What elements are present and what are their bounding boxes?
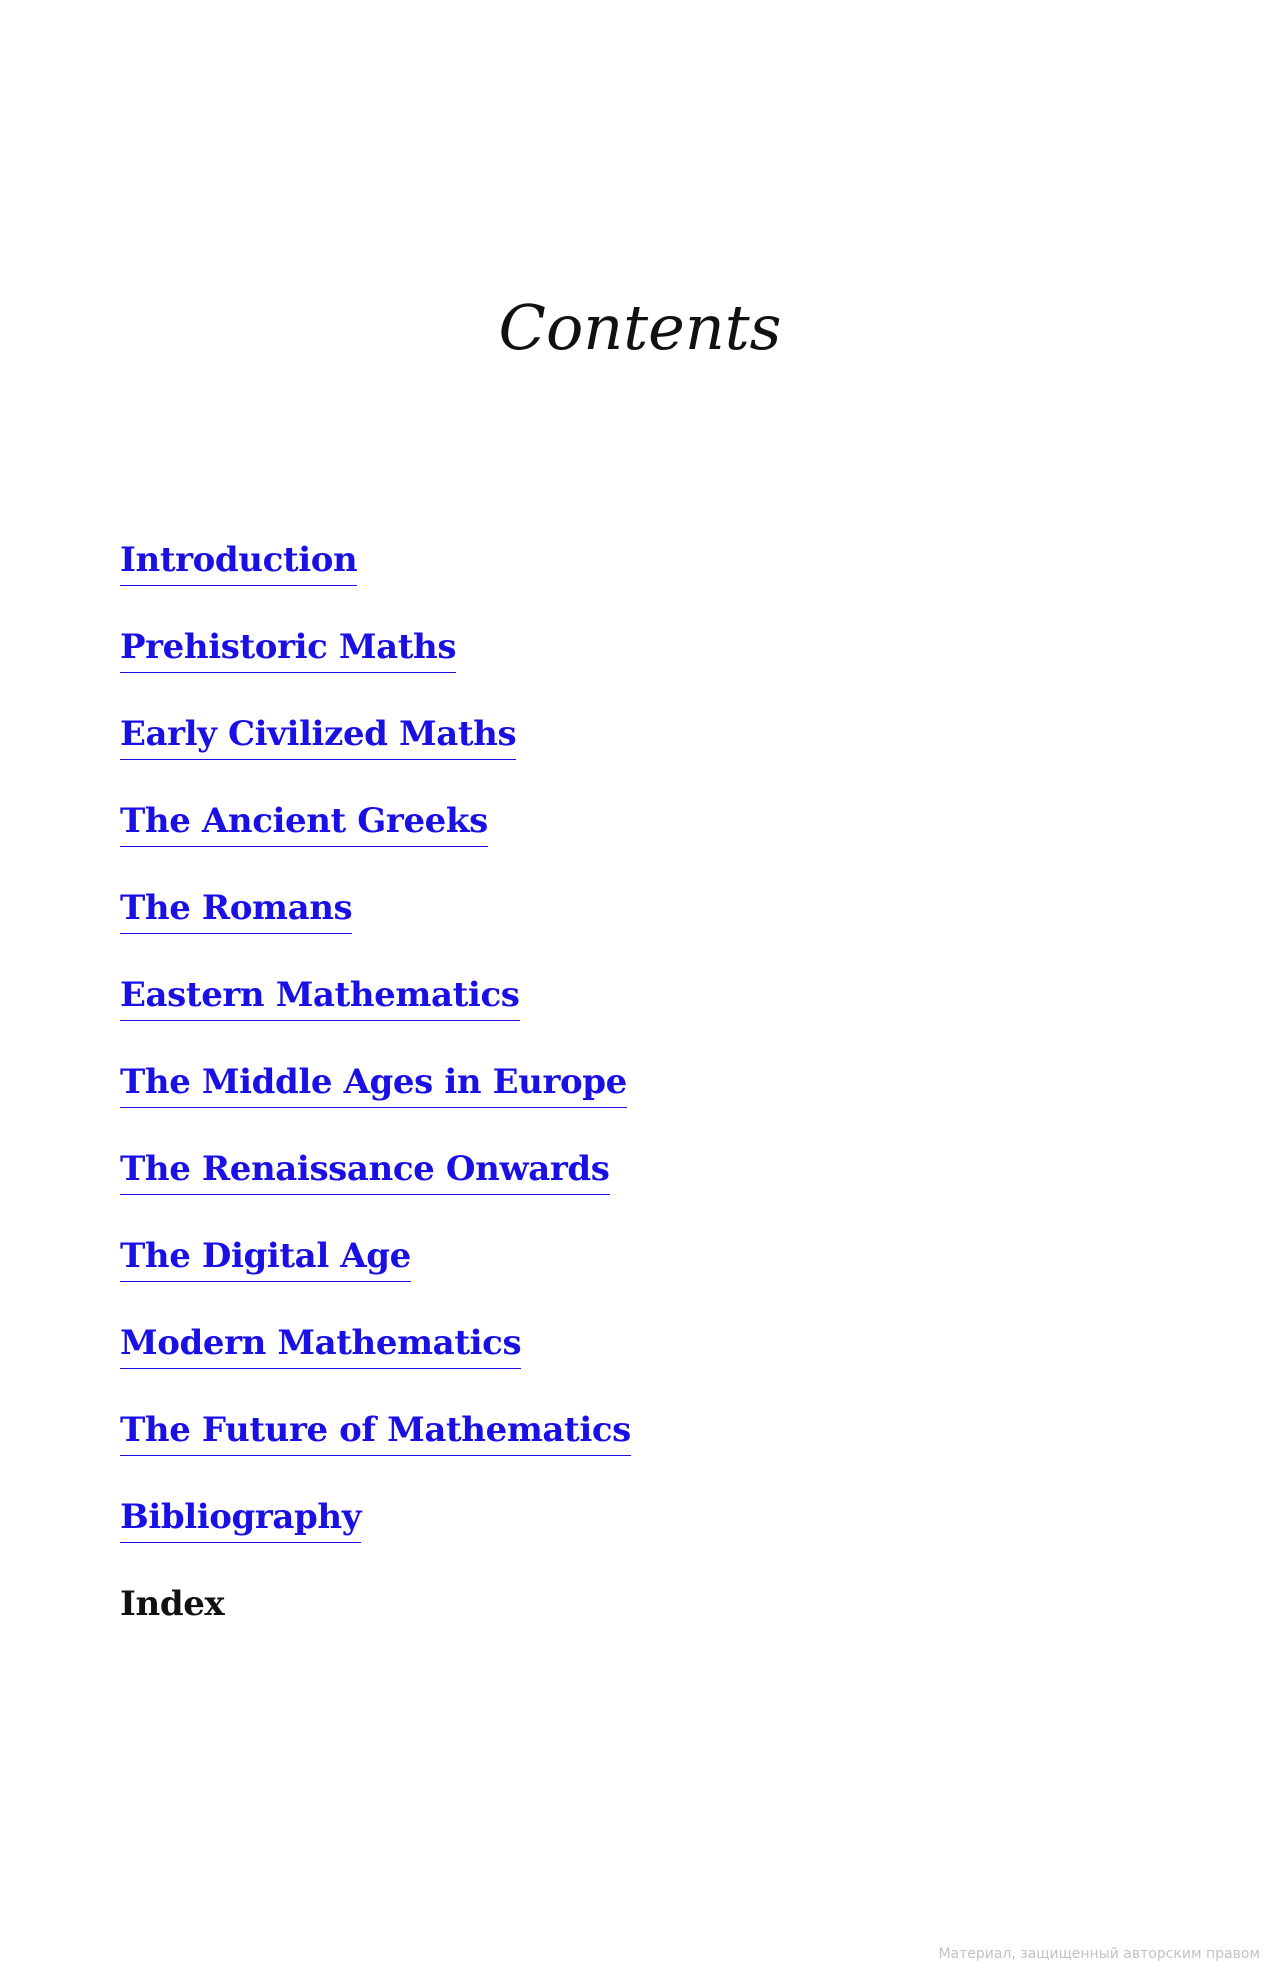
toc-link-the-digital-age[interactable]: The Digital Age: [120, 1232, 411, 1282]
toc-link-the-ancient-greeks[interactable]: The Ancient Greeks: [120, 797, 488, 847]
toc-item-early-civilized-maths: [120, 710, 631, 797]
toc-link-the-renaissance-onwards[interactable]: The Renaissance Onwards: [120, 1145, 610, 1195]
toc-link-modern-mathematics[interactable]: Modern Mathematics: [120, 1319, 521, 1369]
toc-item-introduction: [120, 536, 631, 623]
toc-link-introduction[interactable]: Introduction: [120, 536, 357, 586]
copyright-watermark: Материал, защищенный авторским правом: [938, 1946, 1260, 1962]
toc-link-bibliography[interactable]: Bibliography: [120, 1493, 361, 1543]
toc-link-early-civilized-maths[interactable]: Early Civilized Maths: [120, 710, 516, 760]
toc-link-the-middle-ages-in-europe[interactable]: The Middle Ages in Europe: [120, 1058, 627, 1108]
toc-item-the-middle-ages-in-europe: [120, 1058, 631, 1145]
toc-text-index: Index: [120, 1584, 225, 1624]
toc-link-the-future-of-mathematics[interactable]: The Future of Mathematics: [120, 1406, 631, 1456]
toc-item-index: [120, 1580, 631, 1667]
page-title: Contents: [498, 291, 782, 364]
table-of-contents: [120, 536, 631, 1667]
toc-item-bibliography: [120, 1493, 631, 1580]
toc-item-the-ancient-greeks: [120, 797, 631, 884]
toc-item-prehistoric-maths: [120, 623, 631, 710]
toc-item-the-renaissance-onwards: [120, 1145, 631, 1232]
toc-link-the-romans[interactable]: The Romans: [120, 884, 352, 934]
toc-item-modern-mathematics: [120, 1319, 631, 1406]
toc-item-the-romans: [120, 884, 631, 971]
toc-item-the-digital-age: [120, 1232, 631, 1319]
toc-item-eastern-mathematics: [120, 971, 631, 1058]
toc-link-prehistoric-maths[interactable]: Prehistoric Maths: [120, 623, 456, 673]
toc-link-eastern-mathematics[interactable]: Eastern Mathematics: [120, 971, 520, 1021]
toc-item-the-future-of-mathematics: [120, 1406, 631, 1493]
